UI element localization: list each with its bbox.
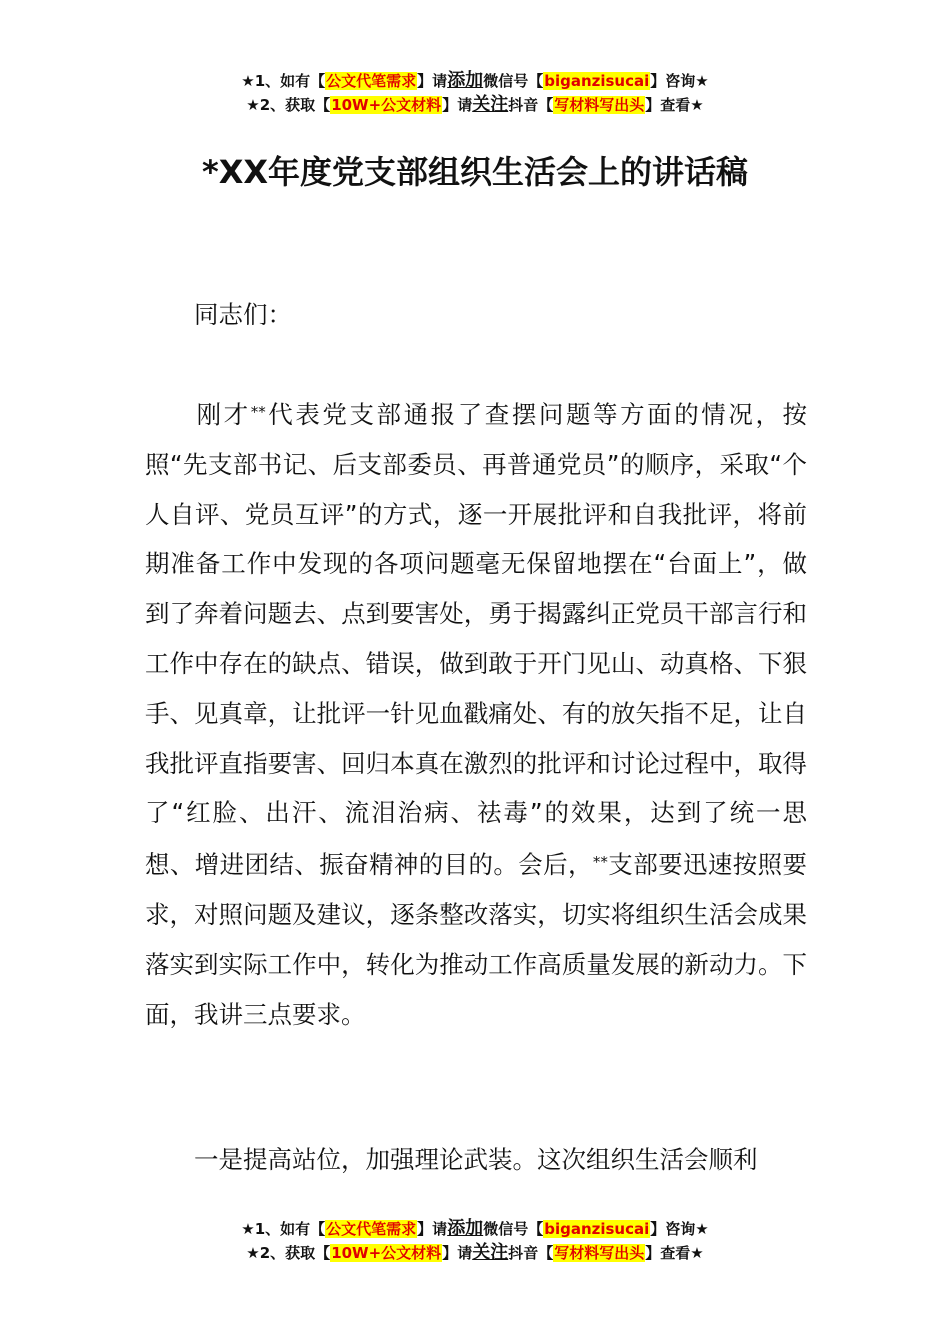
banner-text: 】请 [442, 1244, 473, 1262]
banner-text: 】请 [417, 1220, 448, 1238]
banner-text: 】咨询★ [650, 1220, 709, 1238]
banner-text: 抖音【 [508, 1244, 554, 1262]
paragraph-2 [145, 1135, 807, 1185]
banner-highlight: 公文代笔需求 [326, 1220, 417, 1238]
footer-banner [0, 1217, 950, 1265]
banner-line-1 [0, 1217, 950, 1241]
banner-line-2 [0, 1241, 950, 1265]
banner-text: 微信号【 [483, 72, 544, 90]
salutation-text: 同志们： [194, 300, 292, 329]
banner-highlight: 10W+公文材料 [331, 1244, 442, 1262]
header-banner [0, 69, 950, 117]
salutation [145, 290, 807, 340]
banner-highlight: 写材料写出头 [554, 96, 645, 114]
placeholder-asterisks: ** [592, 853, 608, 872]
banner-highlight: biganzisucai [544, 72, 650, 90]
paragraph-text: 一是提高站位，加强理论武装。这次组织生活会顺利 [194, 1145, 758, 1174]
paragraph-text: 代表党支部通报了查摆问题等方面的情况，按照“先支部书记、后支部委员、再普通党员”的顺序，采取“个人自评、党员互评”的方式，逐一开展批评和自我批评，将前期准备工作中发现的各项问题毫无保留地摆在“台面上”，做到了奔着问题去、点到要害处，勇于揭露纠正党员干部言行和工作中存在的缺点、错误，做到敢于开门见山、动真格、下狠手、见真章，让批评一针见血戳痛处、有的放矢指不足，让自我批评直指要害、回归本真在激烈的批评和讨论过程中，取得了“红脸、出汗、流泪治病、祛毒”的效果，达到了统一思想、增进团结、振奋精神的目的。会后， [145, 400, 808, 880]
banner-text: 】请 [442, 96, 473, 114]
banner-emphasis: 添加 [447, 1218, 484, 1239]
banner-text: 】请 [417, 72, 448, 90]
banner-highlight: 写材料写出头 [554, 1244, 645, 1262]
banner-text: 】查看★ [645, 96, 704, 114]
banner-text: ★2、获取【 [246, 96, 331, 114]
paragraph-text: 刚才 [194, 400, 251, 429]
banner-text: ★1、如有【 [241, 1220, 326, 1238]
banner-emphasis: 关注 [472, 94, 509, 115]
banner-highlight: biganzisucai [544, 1220, 650, 1238]
paragraph-text: 支部要迅速按照要求，对照问题及建议，逐条整改落实，切实将组织生活会成果落实到实际工作中，转化为推动工作高质量发展的新动力。下面，我讲三点要求。 [145, 850, 807, 1029]
banner-text: 】查看★ [645, 1244, 704, 1262]
banner-text: 微信号【 [483, 1220, 544, 1238]
banner-emphasis: 添加 [447, 70, 484, 91]
document-title: *XX年度党支部组织生活会上的讲话稿 [201, 153, 749, 191]
banner-highlight: 10W+公文材料 [331, 96, 442, 114]
banner-text: 】咨询★ [650, 72, 709, 90]
banner-highlight: 公文代笔需求 [326, 72, 417, 90]
placeholder-asterisks: ** [250, 403, 266, 421]
banner-text: ★2、获取【 [246, 1244, 331, 1262]
banner-text: 抖音【 [508, 96, 554, 114]
banner-text: ★1、如有【 [241, 72, 326, 90]
banner-line-1 [0, 69, 950, 93]
paragraph-1 [145, 388, 807, 1039]
banner-line-2 [0, 93, 950, 117]
banner-emphasis: 关注 [472, 1242, 509, 1263]
